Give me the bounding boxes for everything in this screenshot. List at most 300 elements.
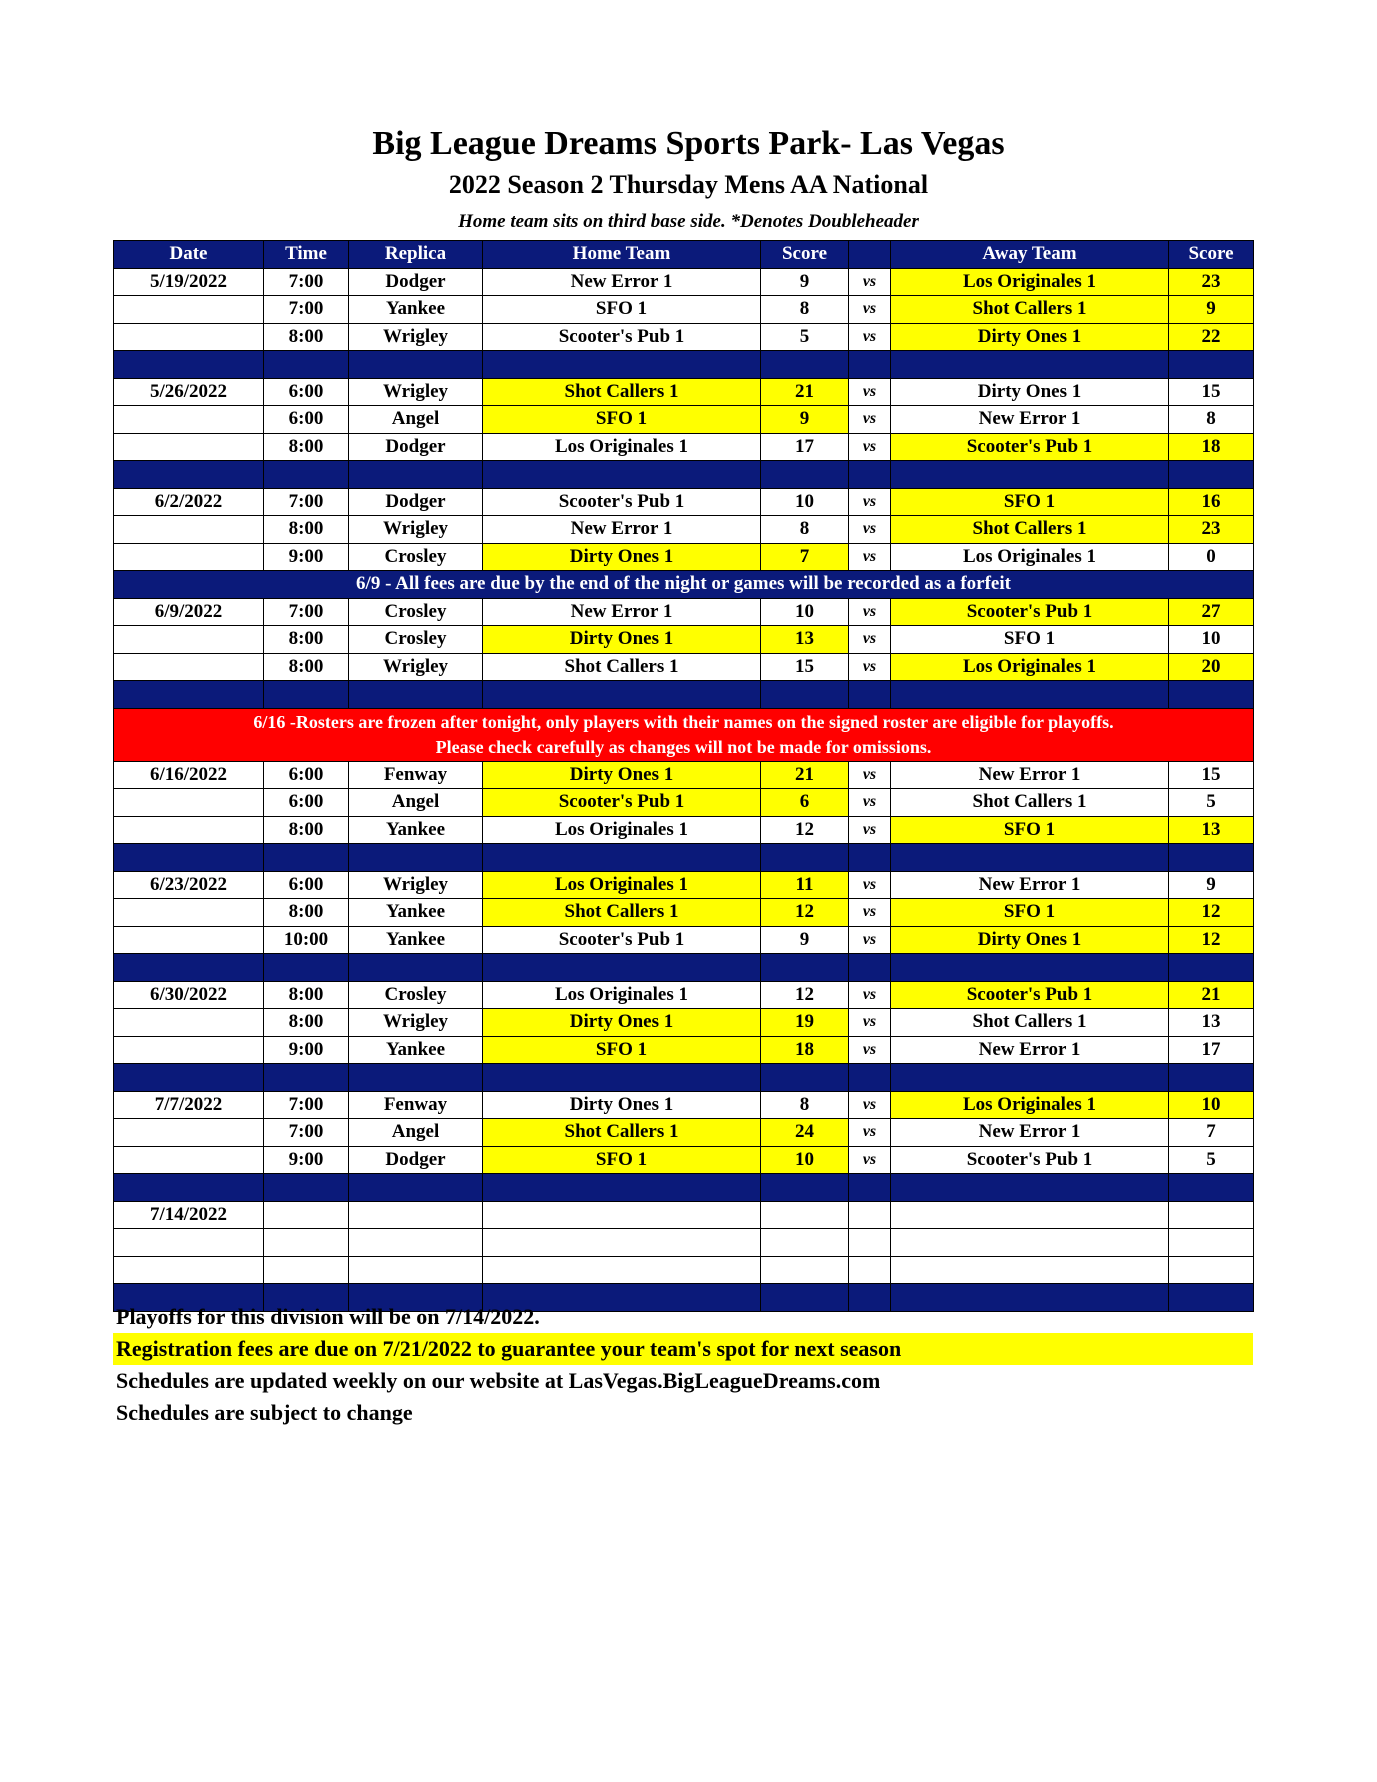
- vs-cell: vs: [849, 1009, 891, 1037]
- replica-field-cell: Wrigley: [349, 323, 483, 351]
- vs-cell: vs: [849, 1119, 891, 1147]
- separator-cell: [891, 954, 1169, 982]
- home-score-cell: 7: [761, 543, 849, 571]
- separator-cell: [483, 954, 761, 982]
- home-team-cell: Dirty Ones 1: [483, 1009, 761, 1037]
- away-score-cell: [1169, 1229, 1254, 1257]
- away-team-cell: New Error 1: [891, 1036, 1169, 1064]
- home-team-cell: New Error 1: [483, 598, 761, 626]
- date-cell: 6/16/2022: [114, 761, 264, 789]
- playoffs-note: Playoffs for this division will be on 7/14/2022.: [116, 1304, 540, 1329]
- away-score-cell: 10: [1169, 626, 1254, 654]
- away-team-cell: Scooter's Pub 1: [891, 1146, 1169, 1174]
- home-team-cell: New Error 1: [483, 268, 761, 296]
- game-row: [114, 653, 1254, 681]
- date-cell: 5/26/2022: [114, 378, 264, 406]
- vs-cell: vs: [849, 516, 891, 544]
- home-team-cell: Los Originales 1: [483, 816, 761, 844]
- home-score-cell: [761, 1229, 849, 1257]
- away-score-cell: 15: [1169, 761, 1254, 789]
- home-score-cell: 24: [761, 1119, 849, 1147]
- game-row: [114, 516, 1254, 544]
- home-score-cell: 5: [761, 323, 849, 351]
- away-team-cell: Shot Callers 1: [891, 1009, 1169, 1037]
- time-cell: 9:00: [264, 543, 349, 571]
- separator-cell: [483, 351, 761, 379]
- vs-cell: vs: [849, 1036, 891, 1064]
- date-cell: [114, 1009, 264, 1037]
- home-score-cell: 12: [761, 981, 849, 1009]
- date-cell: [114, 926, 264, 954]
- away-score-cell: 12: [1169, 899, 1254, 927]
- game-row: [114, 296, 1254, 324]
- separator-cell: [849, 1284, 891, 1312]
- away-score-cell: 16: [1169, 488, 1254, 516]
- separator-cell: [114, 1064, 264, 1092]
- separator-row: [114, 1174, 1254, 1202]
- replica-field-cell: Wrigley: [349, 378, 483, 406]
- date-cell: [114, 323, 264, 351]
- away-score-cell: 13: [1169, 1009, 1254, 1037]
- home-score-cell: 11: [761, 871, 849, 899]
- replica-field-cell: Yankee: [349, 816, 483, 844]
- away-team-cell: Dirty Ones 1: [891, 323, 1169, 351]
- home-score-cell: 19: [761, 1009, 849, 1037]
- away-score-cell: 5: [1169, 1146, 1254, 1174]
- home-score-cell: 8: [761, 516, 849, 544]
- home-team-cell: SFO 1: [483, 1036, 761, 1064]
- separator-cell: [114, 844, 264, 872]
- separator-cell: [483, 1174, 761, 1202]
- date-cell: [114, 543, 264, 571]
- separator-cell: [264, 954, 349, 982]
- replica-field-cell: Yankee: [349, 926, 483, 954]
- date-cell: [114, 626, 264, 654]
- separator-cell: [264, 681, 349, 709]
- replica-field-cell: Crosley: [349, 626, 483, 654]
- home-team-cell: New Error 1: [483, 516, 761, 544]
- page-subtitle: 2022 Season 2 Thursday Mens AA National: [448, 170, 929, 199]
- away-team-cell: Los Originales 1: [891, 1091, 1169, 1119]
- home-score-cell: 13: [761, 626, 849, 654]
- game-row: [114, 871, 1254, 899]
- separator-row: [114, 1064, 1254, 1092]
- away-team-cell: SFO 1: [891, 899, 1169, 927]
- game-row: [114, 433, 1254, 461]
- away-team-cell: Scooter's Pub 1: [891, 598, 1169, 626]
- home-score-cell: [761, 1201, 849, 1229]
- separator-cell: [349, 461, 483, 489]
- separator-cell: [761, 1064, 849, 1092]
- time-cell: [264, 1229, 349, 1257]
- notice-row: [114, 571, 1254, 599]
- replica-field-cell: Yankee: [349, 296, 483, 324]
- home-score-cell: 10: [761, 488, 849, 516]
- replica-field-cell: Wrigley: [349, 871, 483, 899]
- date-cell: 6/9/2022: [114, 598, 264, 626]
- home-team-cell: Los Originales 1: [483, 433, 761, 461]
- page-title: Big League Dreams Sports Park- Las Vegas: [372, 125, 1005, 162]
- away-team-cell: Scooter's Pub 1: [891, 981, 1169, 1009]
- game-row: [114, 789, 1254, 817]
- time-cell: 10:00: [264, 926, 349, 954]
- replica-field-cell: Wrigley: [349, 653, 483, 681]
- separator-cell: [761, 461, 849, 489]
- home-team-cell: [483, 1229, 761, 1257]
- home-score-cell: 8: [761, 296, 849, 324]
- away-score-cell: [1169, 1256, 1254, 1284]
- vs-cell: vs: [849, 1091, 891, 1119]
- separator-cell: [114, 461, 264, 489]
- separator-cell: [761, 1174, 849, 1202]
- vs-cell: vs: [849, 626, 891, 654]
- separator-cell: [264, 461, 349, 489]
- date-cell: 7/7/2022: [114, 1091, 264, 1119]
- date-cell: [114, 1119, 264, 1147]
- replica-field-cell: Angel: [349, 406, 483, 434]
- separator-cell: [761, 844, 849, 872]
- replica-field-cell: [349, 1256, 483, 1284]
- time-cell: 7:00: [264, 488, 349, 516]
- time-cell: 8:00: [264, 1009, 349, 1037]
- away-score-cell: 8: [1169, 406, 1254, 434]
- away-score-cell: 22: [1169, 323, 1254, 351]
- away-team-cell: Los Originales 1: [891, 653, 1169, 681]
- game-row: [114, 816, 1254, 844]
- away-score-cell: 18: [1169, 433, 1254, 461]
- separator-cell: [849, 954, 891, 982]
- home-team-cell: Dirty Ones 1: [483, 626, 761, 654]
- vs-cell: vs: [849, 926, 891, 954]
- away-team-cell: [891, 1201, 1169, 1229]
- time-cell: 6:00: [264, 789, 349, 817]
- separator-cell: [349, 954, 483, 982]
- vs-cell: vs: [849, 268, 891, 296]
- separator-cell: [1169, 1284, 1254, 1312]
- col-away-team: Away Team: [891, 241, 1169, 269]
- schedule-body: [114, 268, 1254, 1311]
- registration-note: Registration fees are due on 7/21/2022 to guarantee your team's spot for next season: [113, 1333, 1253, 1365]
- separator-cell: [114, 351, 264, 379]
- home-score-cell: 12: [761, 816, 849, 844]
- away-score-cell: 7: [1169, 1119, 1254, 1147]
- separator-cell: [349, 1064, 483, 1092]
- time-cell: [264, 1201, 349, 1229]
- home-team-cell: [483, 1201, 761, 1229]
- game-row: [114, 1201, 1254, 1229]
- time-cell: 7:00: [264, 268, 349, 296]
- col-home-team: Home Team: [483, 241, 761, 269]
- vs-cell: vs: [849, 789, 891, 817]
- away-score-cell: 12: [1169, 926, 1254, 954]
- replica-field-cell: Wrigley: [349, 1009, 483, 1037]
- vs-cell: vs: [849, 1146, 891, 1174]
- game-row: [114, 1146, 1254, 1174]
- time-cell: 7:00: [264, 598, 349, 626]
- home-team-cell: Los Originales 1: [483, 981, 761, 1009]
- home-team-cell: Scooter's Pub 1: [483, 488, 761, 516]
- away-team-cell: [891, 1256, 1169, 1284]
- vs-cell: vs: [849, 761, 891, 789]
- away-team-cell: [891, 1229, 1169, 1257]
- away-team-cell: New Error 1: [891, 761, 1169, 789]
- home-score-cell: 15: [761, 653, 849, 681]
- col-date: Date: [114, 241, 264, 269]
- vs-cell: vs: [849, 598, 891, 626]
- separator-cell: [483, 1064, 761, 1092]
- separator-cell: [891, 1064, 1169, 1092]
- col-home-score: Score: [761, 241, 849, 269]
- replica-field-cell: Dodger: [349, 268, 483, 296]
- home-score-cell: 12: [761, 899, 849, 927]
- away-team-cell: Shot Callers 1: [891, 296, 1169, 324]
- game-row: [114, 1119, 1254, 1147]
- col-vs: [849, 241, 891, 269]
- away-team-cell: SFO 1: [891, 816, 1169, 844]
- date-cell: [114, 433, 264, 461]
- separator-cell: [891, 844, 1169, 872]
- game-row: [114, 323, 1254, 351]
- away-score-cell: 15: [1169, 378, 1254, 406]
- game-row: [114, 1229, 1254, 1257]
- date-cell: [114, 406, 264, 434]
- vs-cell: vs: [849, 378, 891, 406]
- vs-cell: vs: [849, 871, 891, 899]
- separator-row: [114, 954, 1254, 982]
- col-time: Time: [264, 241, 349, 269]
- game-row: [114, 378, 1254, 406]
- time-cell: 7:00: [264, 296, 349, 324]
- separator-cell: [349, 1174, 483, 1202]
- game-row: [114, 1036, 1254, 1064]
- game-row: [114, 1256, 1254, 1284]
- game-row: [114, 761, 1254, 789]
- date-cell: [114, 296, 264, 324]
- game-row: [114, 406, 1254, 434]
- separator-cell: [1169, 1064, 1254, 1092]
- date-cell: 6/23/2022: [114, 871, 264, 899]
- separator-cell: [1169, 954, 1254, 982]
- home-score-cell: 10: [761, 598, 849, 626]
- time-cell: 9:00: [264, 1146, 349, 1174]
- home-score-cell: 18: [761, 1036, 849, 1064]
- replica-field-cell: Dodger: [349, 488, 483, 516]
- game-row: [114, 488, 1254, 516]
- away-score-cell: 21: [1169, 981, 1254, 1009]
- date-cell: [114, 1256, 264, 1284]
- schedule-table: [113, 240, 1254, 1312]
- time-cell: [264, 1256, 349, 1284]
- replica-field-cell: Wrigley: [349, 516, 483, 544]
- roster-alert-line: 6/16 -Rosters are frozen after tonight, only players with their names on the signed roster are eligible for playoffs.: [253, 711, 1114, 732]
- separator-cell: [849, 461, 891, 489]
- separator-cell: [761, 681, 849, 709]
- separator-cell: [1169, 844, 1254, 872]
- time-cell: 8:00: [264, 516, 349, 544]
- separator-cell: [891, 681, 1169, 709]
- home-team-cell: Shot Callers 1: [483, 899, 761, 927]
- date-cell: [114, 816, 264, 844]
- game-row: [114, 543, 1254, 571]
- col-replica: Replica: [349, 241, 483, 269]
- vs-cell: vs: [849, 899, 891, 927]
- separator-cell: [1169, 351, 1254, 379]
- vs-cell: vs: [849, 816, 891, 844]
- away-score-cell: 0: [1169, 543, 1254, 571]
- home-team-cell: SFO 1: [483, 296, 761, 324]
- game-row: [114, 926, 1254, 954]
- game-row: [114, 899, 1254, 927]
- vs-cell: vs: [849, 981, 891, 1009]
- home-team-cell: Los Originales 1: [483, 871, 761, 899]
- away-score-cell: 10: [1169, 1091, 1254, 1119]
- time-cell: 6:00: [264, 761, 349, 789]
- away-score-cell: 23: [1169, 516, 1254, 544]
- date-cell: [114, 899, 264, 927]
- separator-cell: [891, 1174, 1169, 1202]
- date-cell: 5/19/2022: [114, 268, 264, 296]
- date-cell: [114, 516, 264, 544]
- away-team-cell: New Error 1: [891, 871, 1169, 899]
- home-score-cell: 21: [761, 761, 849, 789]
- vs-cell: vs: [849, 296, 891, 324]
- separator-cell: [483, 844, 761, 872]
- date-cell: [114, 1146, 264, 1174]
- separator-cell: [891, 351, 1169, 379]
- away-score-cell: 5: [1169, 789, 1254, 817]
- separator-cell: [891, 1284, 1169, 1312]
- separator-cell: [891, 461, 1169, 489]
- time-cell: 6:00: [264, 406, 349, 434]
- separator-cell: [1169, 681, 1254, 709]
- home-score-cell: 9: [761, 926, 849, 954]
- separator-cell: [349, 681, 483, 709]
- replica-field-cell: Crosley: [349, 598, 483, 626]
- schedule-note: Home team sits on third base side. *Denotes Doubleheader: [458, 211, 919, 232]
- change-note: Schedules are subject to change: [116, 1400, 413, 1425]
- home-team-cell: Shot Callers 1: [483, 1119, 761, 1147]
- roster-alert: [114, 708, 1254, 761]
- date-cell: [114, 1229, 264, 1257]
- home-team-cell: SFO 1: [483, 1146, 761, 1174]
- vs-cell: [849, 1256, 891, 1284]
- separator-cell: [849, 1174, 891, 1202]
- away-team-cell: Dirty Ones 1: [891, 378, 1169, 406]
- vs-cell: vs: [849, 653, 891, 681]
- time-cell: 7:00: [264, 1091, 349, 1119]
- away-team-cell: SFO 1: [891, 626, 1169, 654]
- vs-cell: vs: [849, 433, 891, 461]
- away-score-cell: 9: [1169, 871, 1254, 899]
- game-row: [114, 598, 1254, 626]
- separator-cell: [483, 461, 761, 489]
- time-cell: 6:00: [264, 378, 349, 406]
- date-cell: 7/14/2022: [114, 1201, 264, 1229]
- away-team-cell: New Error 1: [891, 406, 1169, 434]
- home-score-cell: 17: [761, 433, 849, 461]
- date-cell: 6/30/2022: [114, 981, 264, 1009]
- home-team-cell: Dirty Ones 1: [483, 761, 761, 789]
- home-team-cell: [483, 1256, 761, 1284]
- home-team-cell: Dirty Ones 1: [483, 1091, 761, 1119]
- home-team-cell: Scooter's Pub 1: [483, 323, 761, 351]
- time-cell: 8:00: [264, 981, 349, 1009]
- separator-cell: [349, 844, 483, 872]
- time-cell: 6:00: [264, 871, 349, 899]
- separator-cell: [849, 351, 891, 379]
- replica-field-cell: Fenway: [349, 761, 483, 789]
- col-away-score: Score: [1169, 241, 1254, 269]
- replica-field-cell: [349, 1229, 483, 1257]
- game-row: [114, 268, 1254, 296]
- date-cell: 6/2/2022: [114, 488, 264, 516]
- separator-cell: [1169, 461, 1254, 489]
- date-cell: [114, 1036, 264, 1064]
- separator-cell: [114, 954, 264, 982]
- separator-cell: [849, 681, 891, 709]
- home-team-cell: Scooter's Pub 1: [483, 926, 761, 954]
- separator-row: [114, 351, 1254, 379]
- time-cell: 9:00: [264, 1036, 349, 1064]
- header-row: [114, 241, 1254, 269]
- vs-cell: vs: [849, 488, 891, 516]
- time-cell: 8:00: [264, 323, 349, 351]
- time-cell: 8:00: [264, 816, 349, 844]
- away-score-cell: 20: [1169, 653, 1254, 681]
- replica-field-cell: [349, 1201, 483, 1229]
- time-cell: 7:00: [264, 1119, 349, 1147]
- separator-cell: [761, 1284, 849, 1312]
- away-team-cell: Dirty Ones 1: [891, 926, 1169, 954]
- time-cell: 8:00: [264, 653, 349, 681]
- website-note: Schedules are updated weekly on our website at LasVegas.BigLeagueDreams.com: [116, 1368, 881, 1393]
- separator-row: [114, 461, 1254, 489]
- separator-cell: [264, 351, 349, 379]
- home-team-cell: Scooter's Pub 1: [483, 789, 761, 817]
- game-row: [114, 981, 1254, 1009]
- time-cell: 8:00: [264, 626, 349, 654]
- replica-field-cell: Yankee: [349, 899, 483, 927]
- home-score-cell: 9: [761, 268, 849, 296]
- vs-cell: vs: [849, 406, 891, 434]
- away-score-cell: 13: [1169, 816, 1254, 844]
- separator-row: [114, 681, 1254, 709]
- home-team-cell: Shot Callers 1: [483, 378, 761, 406]
- replica-field-cell: Angel: [349, 789, 483, 817]
- separator-cell: [761, 351, 849, 379]
- separator-cell: [114, 1174, 264, 1202]
- separator-cell: [264, 844, 349, 872]
- separator-cell: [114, 681, 264, 709]
- away-team-cell: Shot Callers 1: [891, 789, 1169, 817]
- vs-cell: [849, 1201, 891, 1229]
- away-team-cell: Los Originales 1: [891, 543, 1169, 571]
- home-score-cell: 8: [761, 1091, 849, 1119]
- game-row: [114, 1009, 1254, 1037]
- replica-field-cell: Angel: [349, 1119, 483, 1147]
- away-team-cell: SFO 1: [891, 488, 1169, 516]
- away-team-cell: Scooter's Pub 1: [891, 433, 1169, 461]
- replica-field-cell: Crosley: [349, 543, 483, 571]
- time-cell: 8:00: [264, 899, 349, 927]
- separator-cell: [483, 681, 761, 709]
- separator-cell: [1169, 1174, 1254, 1202]
- away-score-cell: 23: [1169, 268, 1254, 296]
- home-score-cell: [761, 1256, 849, 1284]
- separator-cell: [264, 1174, 349, 1202]
- date-cell: [114, 653, 264, 681]
- away-score-cell: 17: [1169, 1036, 1254, 1064]
